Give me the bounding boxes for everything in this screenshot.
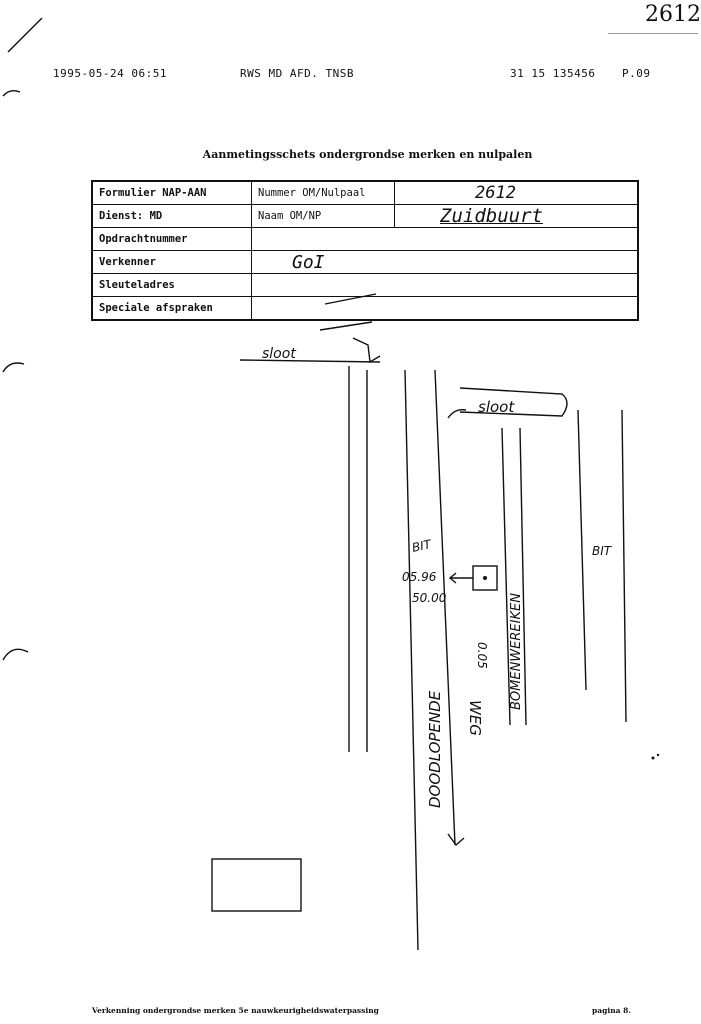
scribble: [325, 294, 376, 304]
footer-left: Verkenning ondergrondse merken 5e nauwkeurigheidswaterpassing: [92, 1006, 379, 1015]
sloot-top-label: sloot: [262, 346, 296, 362]
footer-right: pagina 8.: [592, 1006, 631, 1015]
margin-mark: [3, 91, 20, 96]
bit-right-label: BIT: [592, 544, 612, 558]
measure-2-label: 50.00: [412, 591, 447, 605]
bit-left-label: BIT: [410, 537, 433, 555]
form-value: 2612: [395, 181, 639, 205]
sloot-right-hook: [448, 410, 466, 418]
handwritten-page-number: 2612: [645, 2, 701, 27]
form-label: Verkenner: [92, 251, 252, 274]
road-line: [578, 410, 586, 690]
form-value: GoI: [252, 251, 639, 274]
survey-mark-dot: [483, 576, 487, 580]
form-label: Opdrachtnummer: [92, 228, 252, 251]
measure-1-label: 05.96: [402, 570, 437, 584]
margin-mark: [3, 363, 24, 372]
scribble: [320, 322, 372, 330]
road-label-2: WEG: [466, 700, 484, 736]
measure-3-label: 0.05: [475, 642, 489, 669]
fax-page: P.09: [622, 67, 651, 80]
sloot-top-line: [240, 360, 380, 362]
form-label: Sleuteladres: [92, 274, 252, 297]
road-label-1: DOODLOPENDE: [426, 690, 444, 808]
road-line: [405, 370, 418, 950]
margin-mark: [8, 18, 42, 52]
form-label: Speciale afspraken: [92, 297, 252, 321]
road-label-3: BOMENWEREIKEN: [509, 593, 524, 710]
fax-datetime: 1995-05-24 06:51: [53, 67, 167, 80]
sloot-right-label: sloot: [478, 398, 515, 416]
arrow-head: [448, 834, 464, 845]
document-title: Aanmetingsschets ondergrondse merken en nulpalen: [202, 148, 533, 161]
road-line: [622, 410, 626, 722]
form-label: Formulier NAP-AAN: [92, 181, 252, 205]
margin-mark: [3, 649, 28, 660]
fax-phone: 31 15 135456: [510, 67, 596, 80]
bottom-box: [212, 859, 301, 911]
form-label: Dienst: MD: [92, 205, 252, 228]
form-field: Naam OM/NP: [252, 205, 395, 228]
form-field: Nummer OM/Nulpaal: [252, 181, 395, 205]
sloot-corner: [353, 338, 380, 362]
fax-sender: RWS MD AFD. TNSB: [240, 67, 354, 80]
form-value: Zuidbuurt: [395, 205, 639, 228]
